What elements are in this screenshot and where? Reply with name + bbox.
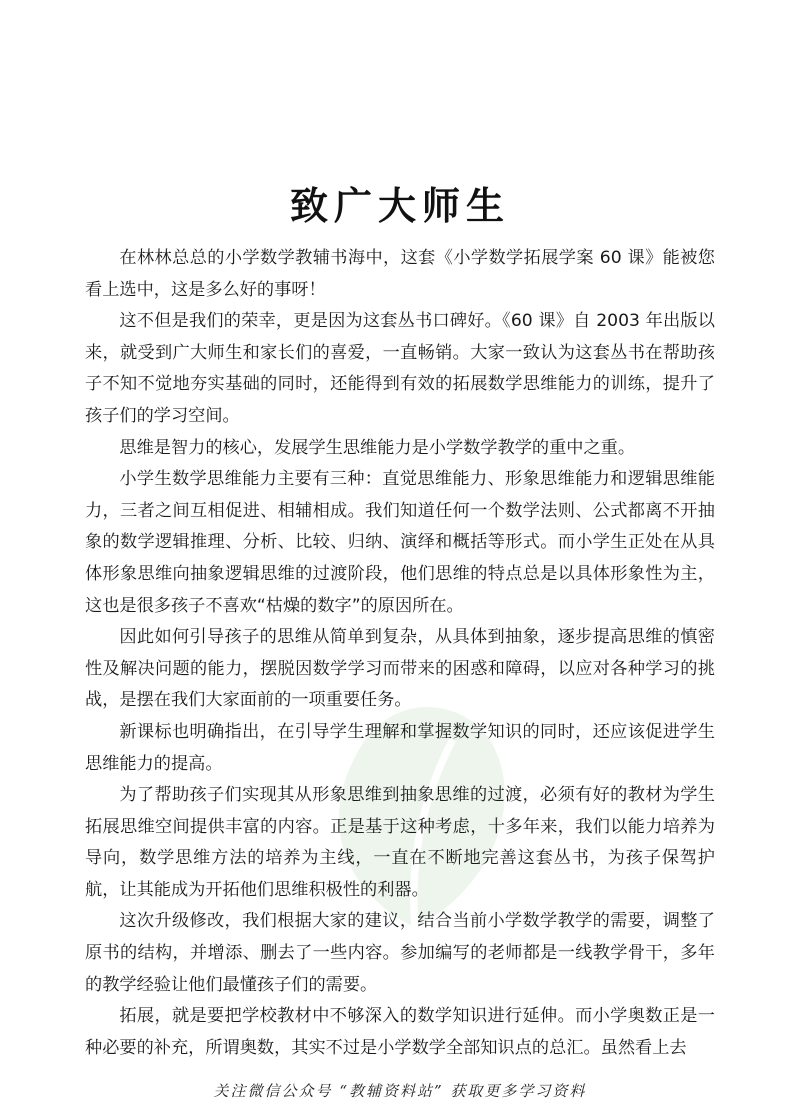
page-footer: 关注微信公众号 “教辅资料站” 获取更多学习资料 [213,1082,587,1100]
paragraph: 因此如何引导孩子的思维从简单到复杂，从具体到抽象，逐步提高思维的慎密性及解决问题的能力，摆脱因数学学习而带来的困惑和障碍，以应对各种学习的挑战，是摆在我们大家面前的一项重要任务。 [85,627,715,711]
paragraph: 新课标也明确指出，在引导学生理解和掌握数学知识的同时，还应该促进学生思维能力的提高。 [85,721,715,774]
body-text [85,243,715,1064]
paragraph: 拓展，就是要把学校教材中不够深入的数学知识进行延伸。而小学奥数正是一种必要的补充，所谓奥数，其实不过是小学数学全部知识点的总汇。虽然看上去 [85,1006,715,1058]
paragraph: 这不但是我们的荣幸，更是因为这套丛书口碑好。《60 课》自 2003 年出版以来，就受到广大师生和家长们的喜爱，一直畅销。大家一致认为这套丛书在帮助孩子不知不觉地夯实基础的同时，还能得到有效的拓展数学思维能力的训练，提升了孩子们的学习空间。 [85,311,715,426]
paragraph: 小学生数学思维能力主要有三种：直觉思维能力、形象思维能力和逻辑思维能力，三者之间互相促进、相辅相成。我们知道任何一个数学法则、公式都离不开抽象的数学逻辑推理、分析、比较、归纳、演绎和概括等形式。而小学生正处在从具体形象思维向抽象逻辑思维的过渡阶段，他们思维的特点总是以具体形象性为主，这也是很多孩子不喜欢“枯燥的数字”的原因所在。 [85,469,715,616]
paragraph: 为了帮助孩子们实现其从形象思维到抽象思维的过渡，必须有好的教材为学生拓展思维空间提供丰富的内容。正是基于这种考虑，十多年来，我们以能力培养为导向，数学思维方法的培养为主线，一直在不断地完善这套丛书，为孩子保驾护航，让其能成为开拓他们思维积极性的利器。 [85,785,715,900]
page-title: 致广大师生 [289,183,510,229]
paragraph: 在林林总总的小学数学教辅书海中，这套《小学数学拓展学案 60 课》能被您看上选中，这是多么好的事呀！ [85,248,715,300]
paragraph: 这次升级修改，我们根据大家的建议，结合当前小学数学教学的需要，调整了原书的结构，并增添、删去了一些内容。参加编写的老师都是一线教学骨干，多年的教学经验让他们最懂孩子们的需要。 [85,911,715,995]
paragraph: 思维是智力的核心，发展学生思维能力是小学数学教学的重中之重。 [119,437,636,458]
